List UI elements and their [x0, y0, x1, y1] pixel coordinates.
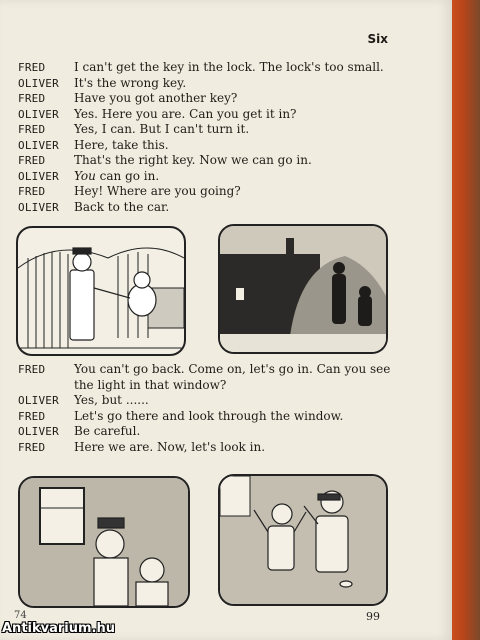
speaker-name: OLIVER	[18, 107, 59, 121]
dialogue-text: You can't go back. Come on, let's go in. Can you see the light in that window?	[74, 362, 391, 392]
house-drawing	[220, 226, 386, 352]
dialogue-text: Yes. Here you are. Can you get it in?	[74, 106, 297, 121]
speaker-name: FRED	[18, 409, 46, 423]
dialogue-text: Back to the car.	[74, 199, 170, 214]
dialogue-text	[74, 169, 159, 185]
watermark-text: Antikvarium.hu	[2, 621, 115, 636]
speaker-name: OLIVER	[18, 394, 59, 407]
speaker-name: FRED	[18, 363, 46, 376]
speaker-name: FRED	[18, 154, 46, 167]
dialogue-text: Be careful.	[74, 424, 141, 438]
scared-drawing	[220, 476, 386, 604]
dialogue-text: Have you got another key?	[74, 91, 238, 105]
dialogue-text: Here we are. Now, let's look in.	[74, 439, 266, 454]
illustration-house	[218, 224, 388, 354]
illustration-gate	[16, 226, 186, 356]
dialogue-text: Yes, I can. But I can't turn it.	[74, 122, 250, 136]
speaker-name: OLIVER	[18, 138, 59, 152]
gate-drawing	[18, 228, 184, 354]
page-number: 99	[366, 610, 380, 623]
illustration-window	[18, 476, 190, 608]
speaker-name: FRED	[18, 123, 46, 136]
emphasis-text: You	[74, 168, 96, 183]
dialogue-text: Hey! Where are you going?	[74, 184, 241, 198]
window-drawing	[20, 478, 188, 606]
dialogue-text: Yes, but ......	[74, 393, 149, 407]
dialogue-text-rest: can go in.	[95, 168, 160, 183]
speaker-name: FRED	[18, 92, 46, 105]
speaker-name: OLIVER	[18, 425, 59, 438]
speaker-name: OLIVER	[18, 76, 59, 90]
speaker-name: FRED	[18, 185, 46, 198]
speaker-name: OLIVER	[18, 200, 59, 214]
speaker-name: FRED	[18, 440, 46, 454]
dialogue-text: I can't get the key in the lock. The lock's too small.	[74, 60, 384, 74]
dialogue-text: Here, take this.	[74, 137, 169, 152]
dialogue-text: Let's go there and look through the window.	[74, 408, 344, 423]
page-number-left: 74	[14, 610, 27, 621]
illustration-scared	[218, 474, 388, 606]
dialogue-text: That's the right key. Now we can go in.	[74, 153, 312, 167]
speaker-name: OLIVER	[18, 169, 59, 183]
book-edge	[452, 0, 480, 640]
speaker-name: FRED	[18, 61, 46, 74]
dialogue-text: It's the wrong key.	[74, 75, 187, 90]
chapter-title: Six	[367, 32, 388, 46]
